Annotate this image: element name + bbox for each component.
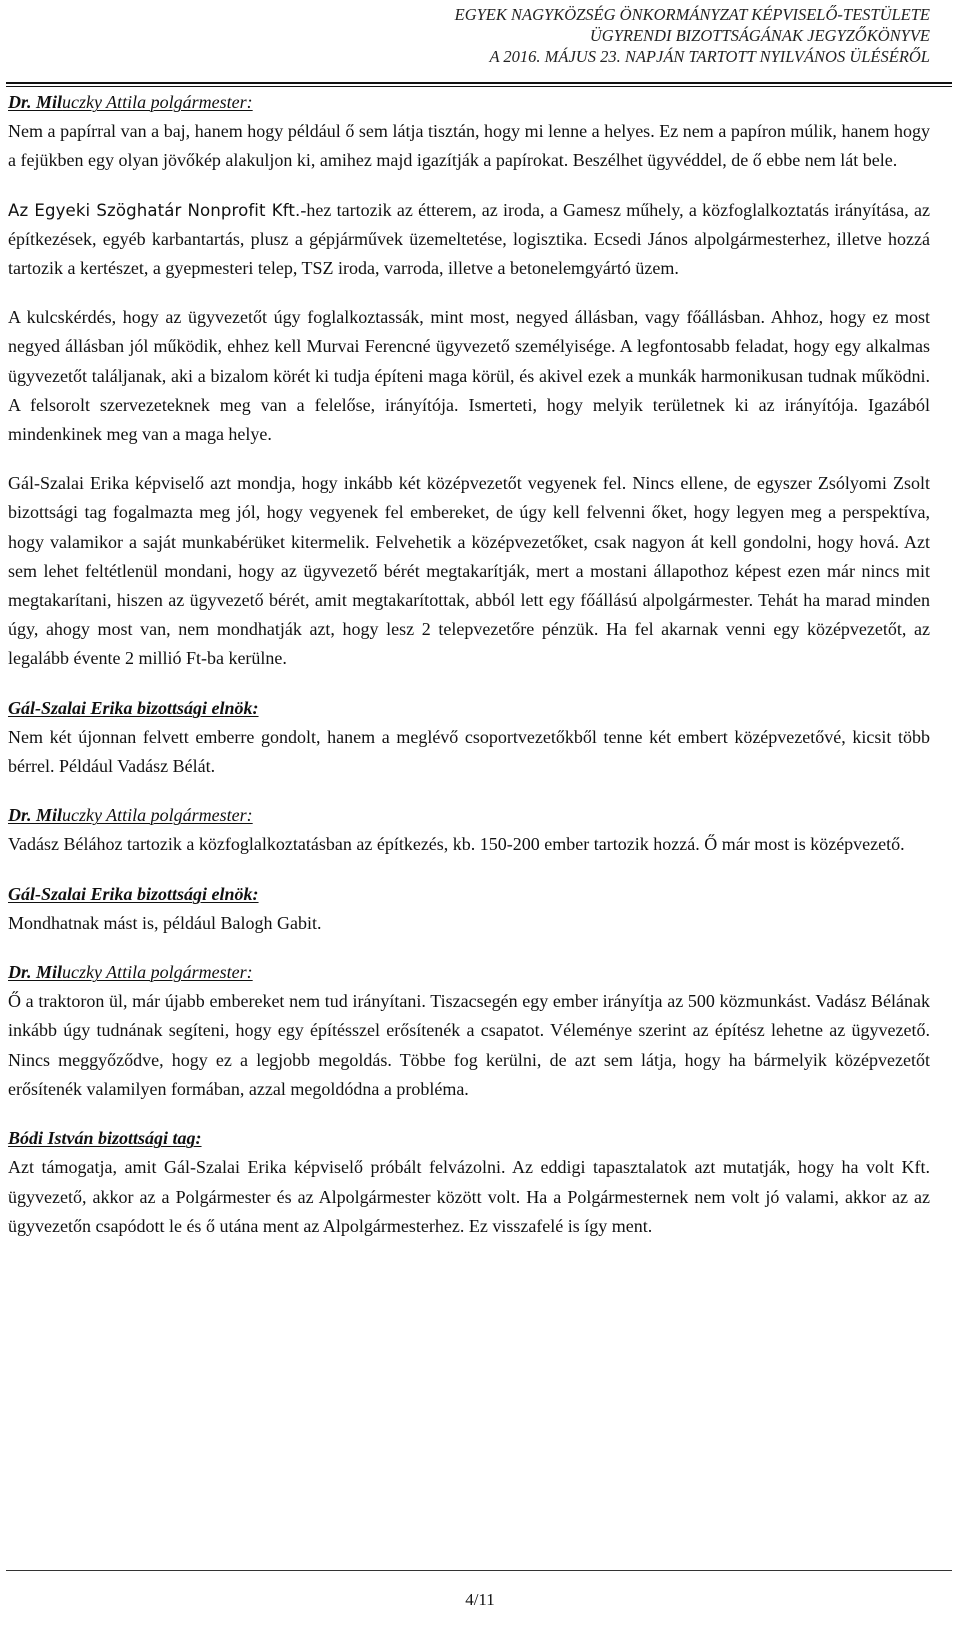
speaker-name-rest: uczky Attila polgármester: [62,805,253,826]
speaker-label [8,1124,930,1153]
paragraph [8,196,930,284]
speech-block [8,88,930,176]
speaker-name-rest: uczky Attila polgármester: [62,962,253,983]
paragraph: A kulcskérdés, hogy az ügyvezetőt úgy foglalkoztassák, mint most, negyed állásban, vagy főállásban. Ahhoz, hogy ez most negyed állásban jól működik, ehhez kell Murvai Ferencné ügyvezető személyisége. A legfontosabb feladat, hogy egy alkalmas ügyvezetőt találjanak, aki a bizalom körét ki tudja építeni maga körül, és akivel ezek a munkák harmonikusan tudnak működni. A felsorolt szervezeteknek meg van a felelőse, irányítója. Ismerteti, hogy melyik területnek ki az irányítója. Igazából mindenkinek meg van a maga helye. [8,307,930,445]
header-line-3: A 2016. MÁJUS 23. NAPJÁN TARTOTT NYILVÁNOS ÜLÉSÉRŐL [489,47,930,66]
speech-block [8,694,930,782]
speech-block [8,958,930,1104]
speaker-label [8,958,930,987]
speech-text: Vadász Bélához tartozik a közfoglalkoztatásban az építkezés, kb. 150-200 ember tartozik hozzá. Ő már most is középvezető. [8,834,905,855]
speaker-label [8,88,930,117]
speaker-name-rest: uczky Attila polgármester: [62,92,253,112]
speech-text: Nem a papírral van a baj, hanem hogy például ő sem látja tisztán, hogy mi lenne a helyes. Ez nem a papíron múlik, hanem hogy a fejükben egy olyan jövőkép alakuljon ki, amihez majd igazítják a papírokat. Beszélhet ügyvéddel, de ő ebbe nem lát bele. [8,121,930,171]
speech-block [8,801,930,859]
speech-text: Nem két újonnan felvett emberre gondolt, hanem a meglévő csoportvezetőkből tenne két embert középvezetővé, kicsit több bérrel. Például Vadász Bélát. [8,726,930,777]
page-number: 4/11 [465,1590,495,1609]
header-divider [6,82,952,87]
speaker-label [8,880,930,909]
speaker-name-bold: Gál-Szalai Erika bizottsági elnök: [8,697,259,718]
speech-text: Ő a traktoron ül, már újabb embereket nem tud irányítani. Tiszacsegén egy ember irányítja az 500 közmunkást. Vadász Bélának inkább úgy tudnának segíteni, hogy egy építésszel erősítenék a csapatot. Véleménye szerint az építész lehetne az ügyvezető. Nincs meggyőződve, hogy ez a legjobb megoldás. Többe fog kerülni, de azt sem látja, hogy ha bármelyik középvezetőt erősítenék valamilyen formában, azzal megoldódna a probléma. [8,991,930,1099]
speaker-name-bold: Dr. Mil [8,92,63,112]
speaker-name-bold: Dr. Mil [8,962,63,983]
speech-text: Azt támogatja, amit Gál-Szalai Erika képviselő próbált felvázolni. Az eddigi tapasztalatok azt mutatják, hogy ha volt Kft. ügyvezető, akkor az a Polgármester és az Alpolgármester között volt. Ha a Polgármesternek nem volt jó valami, akkor az az ügyvezetőn csapódott le és ő utána ment az Alpolgármesterhez. Ez visszafelé is így ment. [8,1157,930,1236]
speaker-label [8,801,930,830]
header-line-2: ÜGYRENDI BIZOTTSÁGÁNAK JEGYZŐKÖNYVE [589,26,930,45]
speech-text: Mondhatnak mást is, például Balogh Gabit. [8,912,322,933]
paragraph-text: -hez tartozik az étterem, az iroda, a Gamesz műhely, a közfoglalkoztatás irányítása, az építkezések, egyéb karbantartás, plusz a gépjárművek üzemeltetése, logisztika. Ecsedi János alpolgármesterhez, illetve hozzá tartozik a kertészet, a gyepmesteri telep, TSZ iroda, varroda, illetve a betonelemgyártó üzem. [8,199,930,279]
speaker-label [8,694,930,723]
paragraph-sans-text: Az Egyeki Szöghatár Nonprofit Kft. [8,200,301,220]
speaker-name-bold: Dr. Mil [8,805,63,826]
header-line-1: EGYEK NAGYKÖZSÉG ÖNKORMÁNYZAT KÉPVISELŐ-TESTÜLETE [454,5,930,24]
footer-divider [6,1570,952,1571]
speaker-name-bold: Gál-Szalai Erika bizottsági elnök: [8,883,259,904]
document-header [370,4,930,67]
speech-block [8,1124,930,1241]
speech-block [8,880,930,938]
speaker-name-bold: Bódi István bizottsági tag: [8,1128,202,1149]
document-body [8,88,930,1261]
paragraph: Gál-Szalai Erika képviselő azt mondja, hogy inkább két középvezetőt vegyenek fel. Nincs ellene, de egyszer Zsólyomi Zsolt bizottsági tag fogalmazta meg jól, hogy vegyenek fel embereket, de úgy kell felvenni őket, hogy legyen meg a perspektíva, hogy valamikor a saját munkabérüket kitermelik. Felvehetik a középvezetőket, csak nagyon át kell gondolni, hogy hová. Azt sem lehet feltétlenül mondani, hogy az ügyvezető bérét megtakarítják, mert a mostani állapothoz képest ezen már nincs mit megtakarítani, hiszen az ügyvezető bérét, amit megtakarítottak, abból lett egy főállású alpolgármester. Tehát ha marad minden úgy, ahogy most van, nem mondhatják azt, hogy lesz 2 telepvezetőre pénzük. Ha fel akarnak venni egy középvezetőt, az legalább évente 2 millió Ft-ba kerülne. [8,473,930,669]
